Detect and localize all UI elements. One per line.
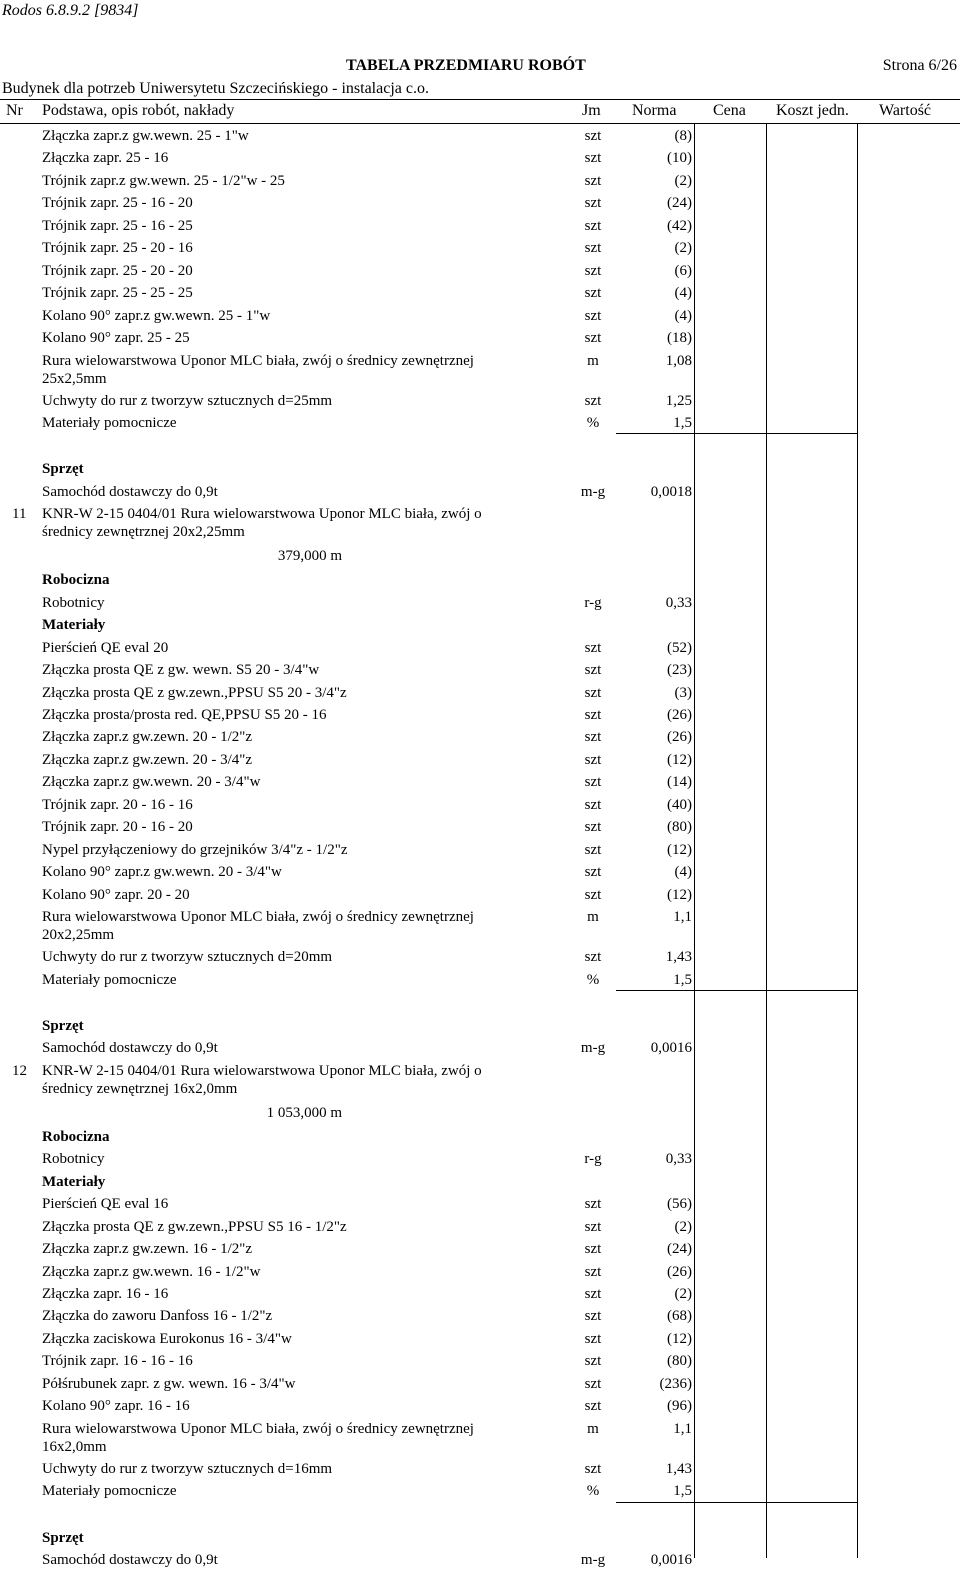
row-description: Nypel przyłączeniowy do grzejników 3/4"z - 1/2"z [42,841,348,858]
row-unit: szt [584,392,602,409]
row-unit: m [587,1420,599,1437]
row-description: Trójnik zapr. 20 - 16 - 16 [42,796,193,813]
section-heading: Robocizna [42,572,110,589]
row-norm: (68) [667,1308,692,1325]
row-description: Złączka zapr.z gw.zewn. 20 - 1/2"z [42,729,253,746]
row-unit: szt [584,1263,602,1280]
row-description: Kolano 90° zapr.z gw.wewn. 25 - 1"w [42,307,271,324]
table-row [0,1193,960,1215]
row-norm: (12) [667,886,692,903]
row-unit: szt [584,864,602,881]
table-row [0,906,960,946]
row-description: Złączka zapr.z gw.wewn. 20 - 3/4"w [42,774,261,791]
table-row [0,1373,960,1395]
row-norm: (26) [667,707,692,723]
row-description-continued: 25x2,5mm [42,370,107,387]
table-row [0,350,960,390]
table-row [0,726,960,748]
row-description: Kolano 90° zapr. 16 - 16 [42,1398,190,1415]
table-row [0,1480,960,1502]
row-norm: (12) [667,751,692,768]
row-description: Złączka zapr. 25 - 16 [42,150,169,167]
table-row [0,147,960,169]
row-norm: (24) [667,1241,692,1258]
table-row [0,771,960,793]
row-description: Rura wielowarstwowa Uponor MLC biała, zwój o średnicy zewnętrznej [42,909,474,926]
table-row [0,1261,960,1283]
row-unit: szt [584,262,602,279]
position-basis-continued: średnicy zewnętrznej 16x2,0mm [42,1080,238,1097]
section-heading-row [0,569,960,591]
row-unit: szt [584,684,602,701]
spacer-row [0,991,960,1015]
table-row [0,1037,960,1059]
row-unit: szt [584,195,602,212]
row-unit: szt [584,128,602,144]
section-heading: Sprzęt [42,1529,84,1546]
row-unit: m-g [580,1552,606,1569]
row-description: Materiały pomocnicze [42,414,177,431]
row-unit: szt [584,729,602,746]
row-unit: m-g [580,1040,606,1057]
row-norm: 1,5 [673,414,692,431]
position-quantity: 1 053,000 m [266,1104,342,1121]
row-description: Trójnik zapr.z gw.wewn. 25 - 1/2"w - 25 [42,172,285,189]
row-norm: (26) [667,1263,692,1280]
row-unit: szt [584,217,602,234]
app-version: Rodos 6.8.9.2 [9834] [2,2,139,19]
row-norm: (2) [674,1218,692,1235]
row-unit: m [587,352,599,369]
position-row [0,1060,960,1100]
row-description: Kolano 90° zapr. 25 - 25 [42,330,190,347]
row-unit: szt [584,307,602,324]
row-unit: szt [584,285,602,302]
row-norm: (2) [674,240,692,257]
table-row [0,704,960,726]
row-norm: (18) [667,330,692,347]
row-norm: (236) [659,1375,692,1392]
row-description: Pierścień QE eval 16 [42,1196,169,1213]
quantity-row [0,1100,960,1126]
table-row [0,1148,960,1170]
row-description: Materiały pomocnicze [42,971,177,988]
row-unit: szt [584,1196,602,1213]
row-norm: (23) [667,662,692,679]
row-norm: (24) [667,195,692,212]
row-description: Pierścień QE eval 20 [42,639,169,656]
table-row [0,1238,960,1260]
row-description-continued: 20x2,25mm [42,927,115,944]
table-row [0,170,960,192]
row-description: Robotnicy [42,1151,105,1168]
row-unit: szt [584,949,602,966]
table-row [0,839,960,861]
row-description: Złączka do zaworu Danfoss 16 - 1/2"z [42,1308,273,1325]
column-header-value: Wartość [879,102,932,119]
row-norm: (2) [674,1286,692,1302]
row-norm: (12) [667,841,692,858]
section-heading-row [0,458,960,480]
table-row [0,592,960,614]
quantity-row [0,543,960,569]
table-row [0,1283,960,1305]
row-unit: szt [584,707,602,723]
row-unit: szt [584,240,602,257]
spacer-row [0,1503,960,1527]
row-description: Półśrubunek zapr. z gw. wewn. 16 - 3/4"w [42,1375,296,1392]
row-description: Rura wielowarstwowa Uponor MLC biała, zwój o średnicy zewnętrznej [42,352,474,369]
table-row [0,327,960,349]
row-description: Kolano 90° zapr. 20 - 20 [42,886,190,903]
row-norm: (3) [674,684,692,701]
table-row [0,1395,960,1417]
row-unit: szt [584,819,602,836]
row-description: Uchwyty do rur z tworzyw sztucznych d=16mm [42,1460,333,1477]
document-title: TABELA PRZEDMIARU ROBÓT [346,57,586,74]
row-norm: 1,1 [673,909,692,926]
row-description: Materiały pomocnicze [42,1483,177,1500]
row-unit: % [586,1483,600,1500]
table-row [0,1350,960,1372]
row-unit: szt [584,150,602,167]
row-norm: (2) [674,172,692,189]
position-quantity: 379,000 m [277,548,342,565]
row-description: Trójnik zapr. 25 - 20 - 20 [42,262,193,279]
row-description: Złączka zapr.z gw.zewn. 16 - 1/2"z [42,1241,253,1258]
column-header-norm: Norma [632,102,677,119]
row-norm: (96) [667,1398,692,1415]
table-row [0,390,960,412]
row-description: Kolano 90° zapr.z gw.wewn. 20 - 3/4"w [42,864,282,881]
row-norm: 0,33 [665,1151,692,1168]
section-heading: Materiały [42,1173,106,1190]
project-name: Budynek dla potrzeb Uniwersytetu Szczecińskiego - instalacja c.o. [2,80,429,97]
row-description: Złączka prosta QE z gw.zewn.,PPSU S5 20 - 3/4"z [42,684,347,701]
table-row [0,1216,960,1238]
row-description: Samochód dostawczy do 0,9t [42,483,218,500]
row-norm: (56) [667,1196,692,1213]
row-unit: m [587,909,599,926]
table-row [0,637,960,659]
section-heading-row [0,1126,960,1148]
spacer-row [0,434,960,458]
row-unit: szt [584,841,602,858]
header-bottom-rule [0,123,960,124]
table-row [0,1328,960,1350]
row-norm: 0,0016 [650,1552,692,1569]
row-unit: szt [584,330,602,347]
section-heading: Sprzęt [42,461,84,478]
table-row [0,969,960,991]
row-unit: szt [584,1308,602,1325]
row-description: Trójnik zapr. 20 - 16 - 20 [42,819,193,836]
row-description: Trójnik zapr. 25 - 20 - 16 [42,240,193,257]
row-norm: 1,43 [665,949,692,966]
row-norm: 1,08 [665,352,692,369]
row-norm: 0,0016 [650,1040,692,1057]
row-norm: (26) [667,729,692,746]
row-unit: szt [584,886,602,903]
row-norm: (4) [674,307,692,324]
row-norm: (12) [667,1330,692,1347]
section-heading: Materiały [42,617,106,634]
column-header-unit-cost: Koszt jedn. [776,102,849,119]
row-description: Złączka zaciskowa Eurokonus 16 - 3/4"w [42,1330,292,1347]
table-row [0,816,960,838]
row-unit: szt [584,172,602,189]
header-top-rule [0,99,960,100]
row-unit: szt [584,796,602,813]
row-description: Uchwyty do rur z tworzyw sztucznych d=20mm [42,949,333,966]
row-description: Złączka zapr.z gw.wewn. 16 - 1/2"w [42,1263,261,1280]
row-norm: (80) [667,1353,692,1370]
section-heading-row [0,614,960,636]
row-description: Trójnik zapr. 16 - 16 - 16 [42,1353,193,1370]
table-row [0,1458,960,1480]
page-number: Strona 6/26 [882,57,957,74]
row-description: Rura wielowarstwowa Uponor MLC biała, zwój o średnicy zewnętrznej [42,1420,474,1437]
row-norm: 1,1 [673,1420,692,1437]
table-row [0,749,960,771]
table-row [0,260,960,282]
row-unit: szt [584,639,602,656]
row-unit: % [586,414,600,431]
row-description: Złączka zapr.z gw.zewn. 20 - 3/4"z [42,751,253,768]
table-row [0,1305,960,1327]
row-norm: (14) [667,774,692,791]
row-description: Robotnicy [42,594,105,611]
table-row [0,412,960,434]
row-norm: (40) [667,796,692,813]
row-unit: r-g [584,594,602,611]
row-description: Złączka prosta QE z gw.zewn.,PPSU S5 16 - 1/2"z [42,1218,347,1235]
row-description: Złączka zapr. 16 - 16 [42,1286,169,1302]
position-basis-continued: średnicy zewnętrznej 20x2,25mm [42,524,245,541]
row-norm: (4) [674,864,692,881]
table-row [0,305,960,327]
section-heading-row [0,1015,960,1037]
column-header-unit: Jm [582,102,601,119]
column-header-description: Podstawa, opis robót, nakłady [42,102,235,119]
row-norm: (42) [667,217,692,234]
row-description: Trójnik zapr. 25 - 16 - 25 [42,217,193,234]
row-unit: m-g [580,483,606,500]
column-header-price: Cena [713,102,746,119]
row-description-continued: 16x2,0mm [42,1438,107,1455]
table-row [0,215,960,237]
row-description: Złączka prosta/prosta red. QE,PPSU S5 20 - 16 [42,707,327,723]
row-unit: szt [584,1330,602,1347]
row-description: Trójnik zapr. 25 - 25 - 25 [42,285,193,302]
row-unit: szt [584,1353,602,1370]
row-description: Trójnik zapr. 25 - 16 - 20 [42,195,193,212]
row-norm: (52) [667,639,692,656]
position-number: 11 [12,506,27,523]
table-row [0,946,960,968]
table-row [0,682,960,704]
row-unit: szt [584,662,602,679]
table-row [0,884,960,906]
row-norm: 0,33 [665,594,692,611]
row-description: Samochód dostawczy do 0,9t [42,1040,218,1057]
column-header-nr: Nr [6,102,23,119]
table-row [0,1418,960,1458]
section-heading: Sprzęt [42,1017,84,1034]
row-unit: r-g [584,1151,602,1168]
row-description: Uchwyty do rur z tworzyw sztucznych d=25mm [42,392,333,409]
position-basis: KNR-W 2-15 0404/01 Rura wielowarstwowa Uponor MLC biała, zwój o [42,506,482,523]
row-unit: szt [584,1218,602,1235]
row-description: Samochód dostawczy do 0,9t [42,1552,218,1569]
position-number: 12 [12,1062,27,1079]
row-norm: 1,25 [665,392,692,409]
position-basis: KNR-W 2-15 0404/01 Rura wielowarstwowa Uponor MLC biała, zwój o [42,1062,482,1079]
row-norm: (10) [667,150,692,167]
table-row [0,237,960,259]
row-unit: szt [584,1460,602,1477]
table-row [0,125,960,147]
row-norm: 1,5 [673,1483,692,1500]
section-heading-row [0,1527,960,1549]
table-row [0,481,960,503]
row-norm: (4) [674,285,692,302]
row-unit: szt [584,774,602,791]
row-unit: szt [584,751,602,768]
table-row [0,192,960,214]
section-heading-row [0,1171,960,1193]
table-row [0,282,960,304]
row-description: Złączka prosta QE z gw. wewn. S5 20 - 3/4"w [42,662,320,679]
row-norm: 1,43 [665,1460,692,1477]
row-description: Złączka zapr.z gw.wewn. 25 - 1"w [42,128,249,144]
row-unit: szt [584,1398,602,1415]
row-unit: szt [584,1241,602,1258]
table-row [0,659,960,681]
row-unit: % [586,971,600,988]
section-heading: Robocizna [42,1128,110,1145]
table-row [0,861,960,883]
table-row [0,794,960,816]
table-row [0,1549,960,1571]
row-norm: (80) [667,819,692,836]
row-norm: 0,0018 [650,483,692,500]
row-unit: szt [584,1375,602,1392]
row-norm: 1,5 [673,971,692,988]
row-unit: szt [584,1286,602,1302]
position-row [0,503,960,543]
row-norm: (8) [674,128,692,144]
row-norm: (6) [674,262,692,279]
